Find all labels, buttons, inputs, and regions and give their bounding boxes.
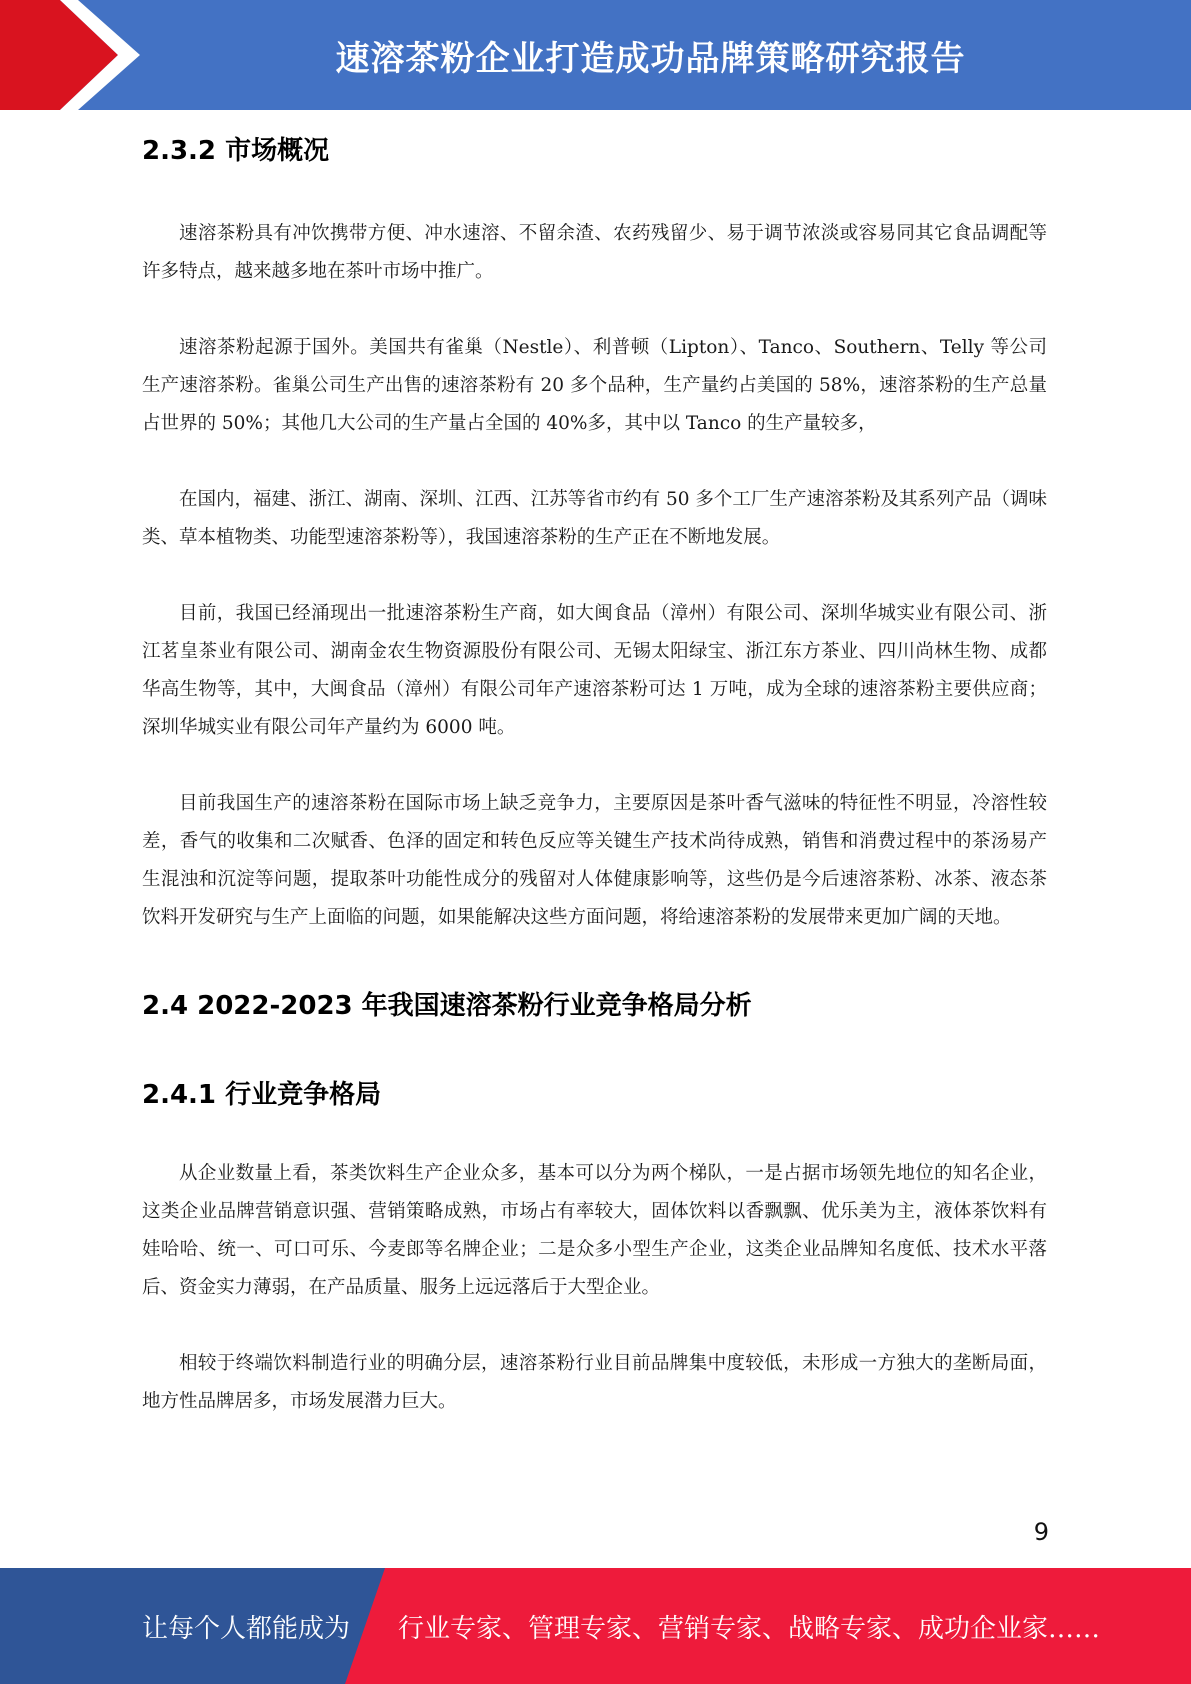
footer-slogan-left: 让每个人都能成为 bbox=[142, 1613, 351, 1644]
paragraph: 从企业数量上看，茶类饮料生产企业众多，基本可以分为两个梯队，一是占据市场领先地位的知名企业，这类企业品牌营销意识强、营销策略成熟，市场占有率较大，固体饮料以香飘飘、优乐美为主，液体茶饮料有娃哈哈、统一、可口可乐、今麦郎等名牌企业；二是众多小型生产企业，这类企业品牌知名度低、技术水平落后、资金实力薄弱，在产品质量、服务上远远落后于大型企业。 bbox=[142, 1163, 1047, 1298]
section-heading-2-3-2: 2.3.2 市场概况 bbox=[142, 136, 330, 166]
footer-band bbox=[0, 1568, 1191, 1684]
section-heading-2-4: 2.4 2022-2023 年我国速溶茶粉行业竞争格局分析 bbox=[142, 991, 752, 1021]
header-chevron-decoration bbox=[0, 0, 160, 110]
header-band bbox=[0, 0, 1191, 110]
section-heading-2-4-1: 2.4.1 行业竞争格局 bbox=[142, 1080, 382, 1110]
paragraph: 速溶茶粉起源于国外。美国共有雀巢（Nestle）、利普顿（Lipton）、Tanco、Southern、Telly 等公司生产速溶茶粉。雀巢公司生产出售的速溶茶粉有 20 多个品种，生产量约占美国的 58%，速溶茶粉的生产总量占世界的 50%；其他几大公司的生产量占全国的 40%多，其中以 Tanco 的生产量较多， bbox=[142, 337, 1047, 434]
paragraph: 相较于终端饮料制造行业的明确分层，速溶茶粉行业目前品牌集中度较低，未形成一方独大的垄断局面，地方性品牌居多，市场发展潜力巨大。 bbox=[142, 1353, 1047, 1412]
paragraph: 目前我国生产的速溶茶粉在国际市场上缺乏竞争力，主要原因是茶叶香气滋味的特征性不明显，冷溶性较差，香气的收集和二次赋香、色泽的固定和转色反应等关键生产技术尚待成熟，销售和消费过程中的茶汤易产生混浊和沉淀等问题，提取茶叶功能性成分的残留对人体健康影响等，这些仍是今后速溶茶粉、冰茶、液态茶饮料开发研究与生产上面临的问题，如果能解决这些方面问题，将给速溶茶粉的发展带来更加广阔的天地。 bbox=[142, 793, 1047, 928]
paragraph: 速溶茶粉具有冲饮携带方便、冲水速溶、不留余渣、农药残留少、易于调节浓淡或容易同其它食品调配等许多特点，越来越多地在茶叶市场中推广。 bbox=[142, 223, 1047, 282]
report-title: 速溶茶粉企业打造成功品牌策略研究报告 bbox=[335, 38, 966, 79]
footer-slogan-right: 行业专家、管理专家、营销专家、战略专家、成功企业家…… bbox=[398, 1613, 1101, 1644]
page-content bbox=[142, 130, 1047, 1421]
page-number: 9 bbox=[1033, 1518, 1049, 1546]
paragraph: 目前，我国已经涌现出一批速溶茶粉生产商，如大闽食品（漳州）有限公司、深圳华城实业有限公司、浙江茗皇茶业有限公司、湖南金农生物资源股份有限公司、无锡太阳绿宝、浙江东方茶业、四川尚林生物、成都华高生物等，其中，大闽食品（漳州）有限公司年产速溶茶粉可达 1 万吨，成为全球的速溶茶粉主要供应商；深圳华城实业有限公司年产量约为 6000 吨。 bbox=[142, 603, 1047, 738]
paragraph: 在国内，福建、浙江、湖南、深圳、江西、江苏等省市约有 50 多个工厂生产速溶茶粉及其系列产品（调味类、草本植物类、功能型速溶茶粉等），我国速溶茶粉的生产正在不断地发展。 bbox=[142, 489, 1047, 548]
